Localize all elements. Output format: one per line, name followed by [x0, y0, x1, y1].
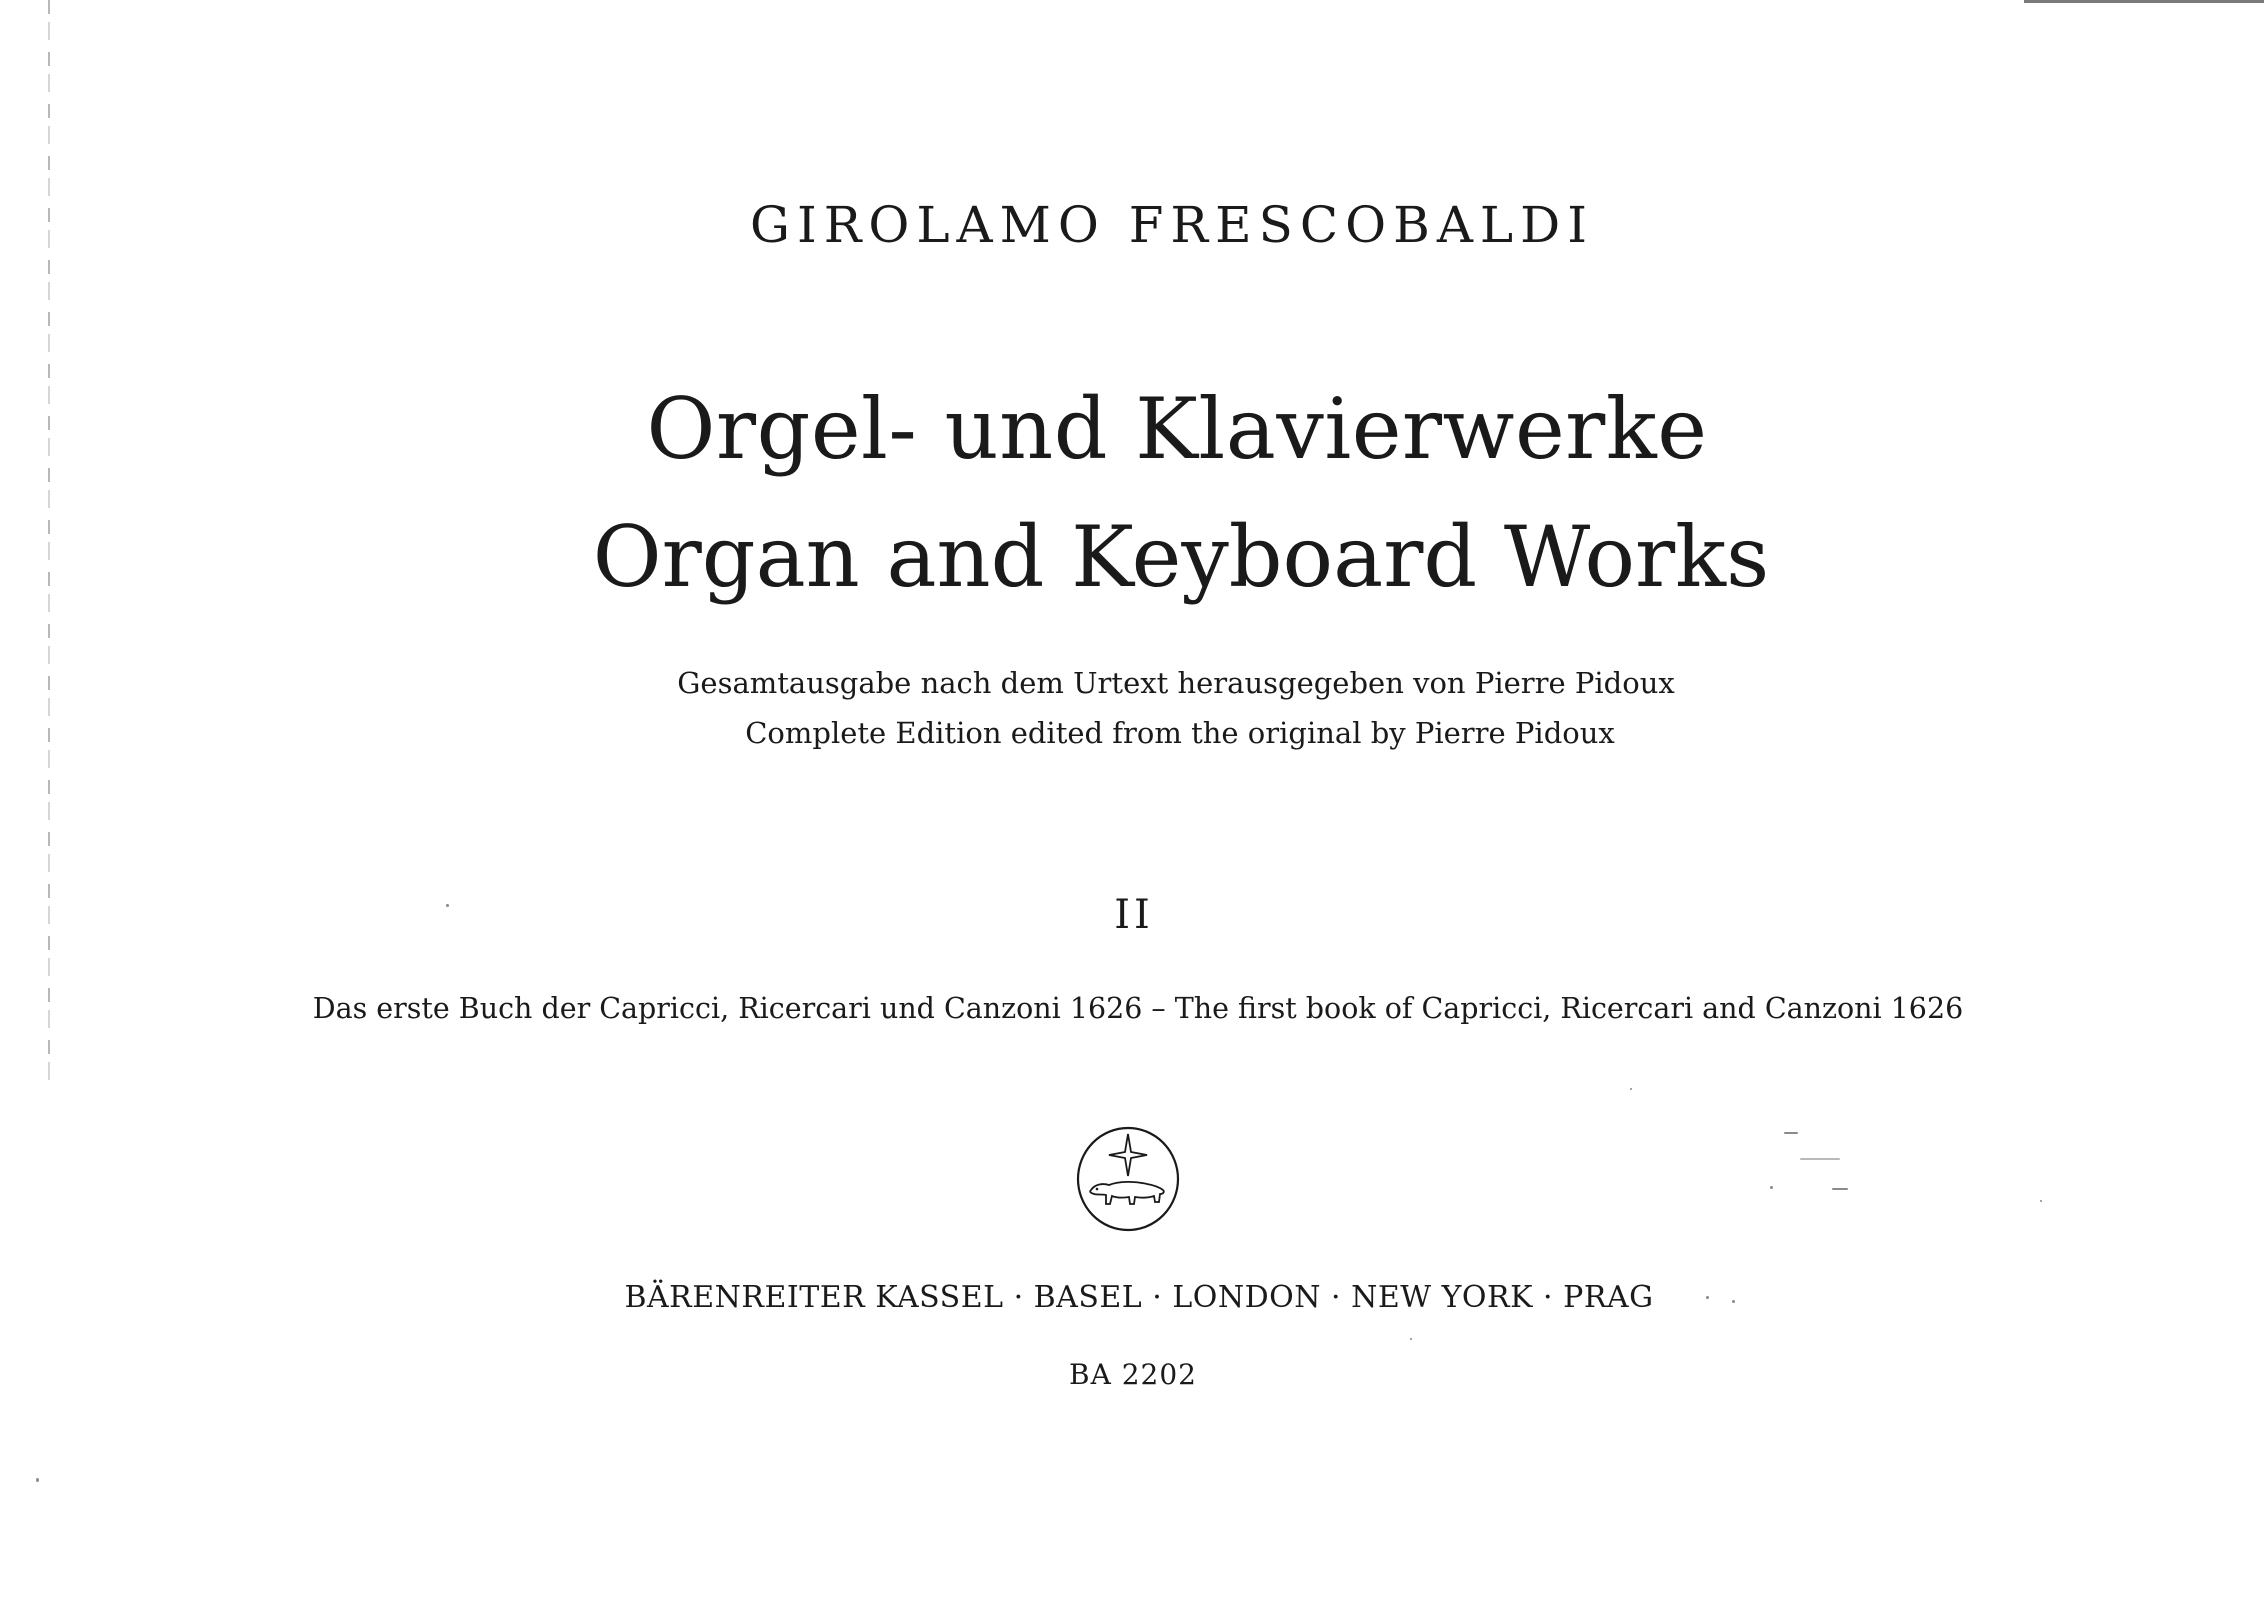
scan-speck: [36, 1478, 39, 1482]
volume-subtitle: Das erste Buch der Capricci, Ricercari und Canzoni 1626 – The first book of Capricci, Ricercari and Canzoni 1626: [312, 992, 1964, 1025]
title-german: Orgel- und Klavierwerke: [646, 380, 1708, 478]
scan-speck: [1800, 1158, 1840, 1160]
scan-speck: [1732, 1300, 1735, 1303]
volume-number: II: [1114, 892, 1154, 938]
scan-edge-mark: [2024, 0, 2264, 3]
edition-note-german: Gesamtausgabe nach dem Urtext herausgegeben von Pierre Pidoux: [677, 666, 1675, 700]
scan-speck: [1770, 1186, 1773, 1189]
composer-name: GIROLAMO FRESCOBALDI: [750, 196, 1594, 254]
scan-speck: [446, 904, 449, 907]
scan-speck: [1784, 1132, 1798, 1134]
scan-speck: [1706, 1296, 1709, 1299]
baerenreiter-logo-icon: [1073, 1124, 1183, 1234]
publisher-imprint: BÄRENREITER KASSEL · BASEL · LONDON · NEW YORK · PRAG: [624, 1280, 1654, 1315]
scan-speck: [2040, 1200, 2042, 1202]
scan-speck: [1832, 1188, 1848, 1190]
title-english: Organ and Keyboard Works: [592, 508, 1770, 606]
catalog-number: BA 2202: [1069, 1358, 1197, 1391]
scan-speck: [1630, 1088, 1632, 1090]
scan-speck: [1410, 1338, 1412, 1340]
edition-note-english: Complete Edition edited from the original by Pierre Pidoux: [745, 716, 1615, 750]
